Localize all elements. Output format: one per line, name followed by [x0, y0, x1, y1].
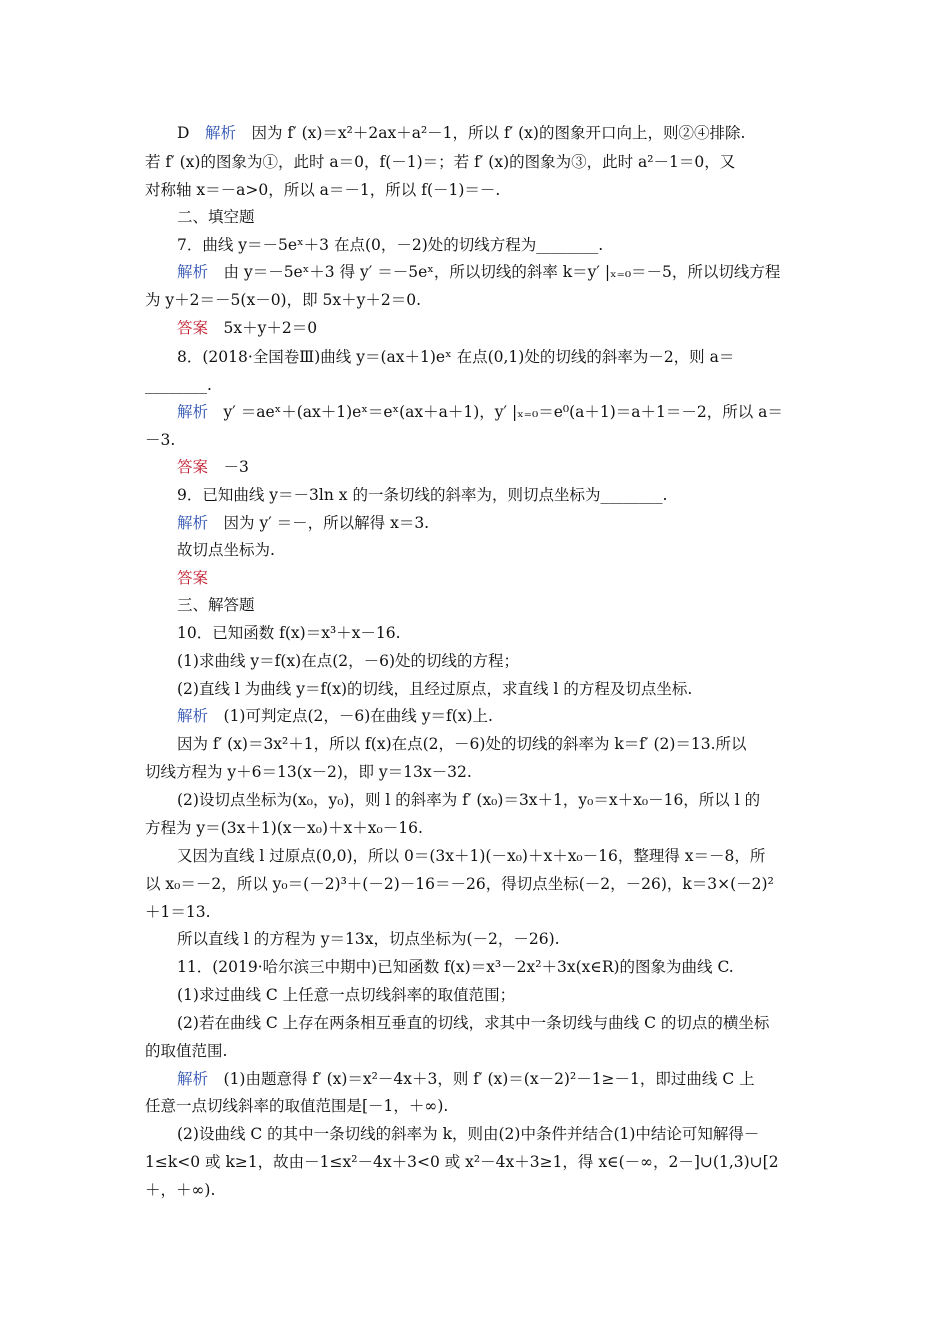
- solution-10-line-5: 方程为 y＝(3x＋1)(x－x₀)＋x＋x₀－16.: [145, 819, 423, 837]
- answer-6-line-2: 若 f′ (x)的图象为①，此时 a＝0，f(－1)＝；若 f′ (x)的图象为③，此时 a²－1＝0，又: [145, 153, 736, 171]
- question-9: 9．已知曲线 y＝－3ln x 的一条切线的斜率为，则切点坐标为________.: [177, 486, 668, 504]
- answer-9: 答案: [177, 569, 209, 587]
- question-11: 11．(2019·哈尔滨三中期中)已知函数 f(x)＝x³－2x²＋3x(x∈R)的图象为曲线 C.: [177, 958, 734, 976]
- question-11-part-2-line-2: 的取值范围.: [145, 1042, 228, 1060]
- solution-11-line-4: 1≤k<0 或 k≥1，故由－1≤x²－4x＋3<0 或 x²－4x＋3≥1，得 x∈(－∞，2－]∪(1,3)∪[2: [145, 1153, 779, 1171]
- solution-10-line-8: ＋1＝13.: [145, 903, 211, 921]
- question-10: 10．已知函数 f(x)＝x³＋x－16.: [177, 624, 401, 642]
- solution-10-line-6: 又因为直线 l 过原点(0,0)，所以 0＝(3x＋1)(－x₀)＋x＋x₀－16，整理得 x＝－8，所: [177, 847, 766, 865]
- solution-10-line-4: (2)设切点坐标为(x₀，y₀)，则 l 的斜率为 f′ (x₀)＝3x＋1，y₀＝x＋x₀－16，所以 l 的: [177, 791, 761, 809]
- solution-7-line-1: 解析 由 y＝－5eˣ＋3 得 y′ ＝－5eˣ，所以切线的斜率 k＝y′ |ₓ₌₀＝－5，所以切线方程: [177, 263, 781, 281]
- solution-10-line-1: 解析 (1)可判定点(2，－6)在曲线 y＝f(x)上.: [177, 707, 493, 725]
- solution-11-line-5: ＋，＋∞).: [145, 1181, 216, 1199]
- solution-11-line-2: 任意一点切线斜率的取值范围是[－1，＋∞).: [145, 1097, 449, 1115]
- question-8-line-2: ________.: [145, 376, 212, 394]
- question-7: 7．曲线 y＝－5eˣ＋3 在点(0，－2)处的切线方程为________.: [177, 236, 604, 254]
- solution-7-line-2: 为 y＋2＝－5(x－0)，即 5x＋y＋2＝0.: [145, 291, 422, 309]
- solution-11-line-3: (2)设曲线 C 的其中一条切线的斜率为 k，则由(2)中条件并结合(1)中结论可知解得－: [177, 1125, 760, 1143]
- answer-8: 答案 －3: [177, 458, 249, 476]
- section-heading-solve: 三、解答题: [177, 596, 255, 614]
- question-11-part-2-line-1: (2)若在曲线 C 上存在两条相互垂直的切线，求其中一条切线与曲线 C 的切点的横坐标: [177, 1014, 770, 1032]
- solution-9-line-2: 故切点坐标为.: [177, 541, 275, 559]
- question-10-part-1: (1)求曲线 y＝f(x)在点(2，－6)处的切线的方程；: [177, 652, 520, 670]
- question-10-part-2: (2)直线 l 为曲线 y＝f(x)的切线，且经过原点，求直线 l 的方程及切点坐标.: [177, 680, 693, 698]
- answer-7: 答案 5x＋y＋2＝0: [177, 319, 318, 337]
- answer-6-line-1: D 解析 因为 f′ (x)＝x²＋2ax＋a²－1，所以 f′ (x)的图象开口向上，则②④排除.: [177, 124, 746, 142]
- answer-6-line-3: 对称轴 x＝－a>0，所以 a＝－1，所以 f(－1)＝－.: [145, 181, 501, 199]
- solution-10-line-2: 因为 f′ (x)＝3x²＋1，所以 f(x)在点(2，－6)处的切线的斜率为 k＝f′ (2)＝13.所以: [177, 735, 747, 753]
- solution-11-line-1: 解析 (1)由题意得 f′ (x)＝x²－4x＋3，则 f′ (x)＝(x－2)²－1≥－1，即过曲线 C 上: [177, 1070, 755, 1088]
- solution-8-line-1: 解析 y′ ＝aeˣ＋(ax＋1)eˣ＝eˣ(ax＋a＋1)，y′ |ₓ₌₀＝e⁰(a＋1)＝a＋1＝－2，所以 a＝: [177, 403, 783, 421]
- solution-10-line-3: 切线方程为 y＋6＝13(x－2)，即 y＝13x－32.: [145, 763, 472, 781]
- question-8-line-1: 8．(2018·全国卷Ⅲ)曲线 y＝(ax＋1)eˣ 在点(0,1)处的切线的斜率为－2，则 a＝: [177, 348, 735, 366]
- solution-10-line-9: 所以直线 l 的方程为 y＝13x，切点坐标为(－2，－26).: [177, 930, 560, 948]
- solution-8-line-2: －3.: [145, 431, 176, 449]
- section-heading-fill-in: 二、填空题: [177, 208, 255, 226]
- question-11-part-1: (1)求过曲线 C 上任意一点切线斜率的取值范围；: [177, 986, 516, 1004]
- solution-9-line-1: 解析 因为 y′ ＝－，所以解得 x＝3.: [177, 514, 430, 532]
- solution-10-line-7: 以 x₀＝－2，所以 y₀＝(－2)³＋(－2)－16＝－26，得切点坐标(－2，－26)，k＝3×(－2)²: [145, 875, 774, 893]
